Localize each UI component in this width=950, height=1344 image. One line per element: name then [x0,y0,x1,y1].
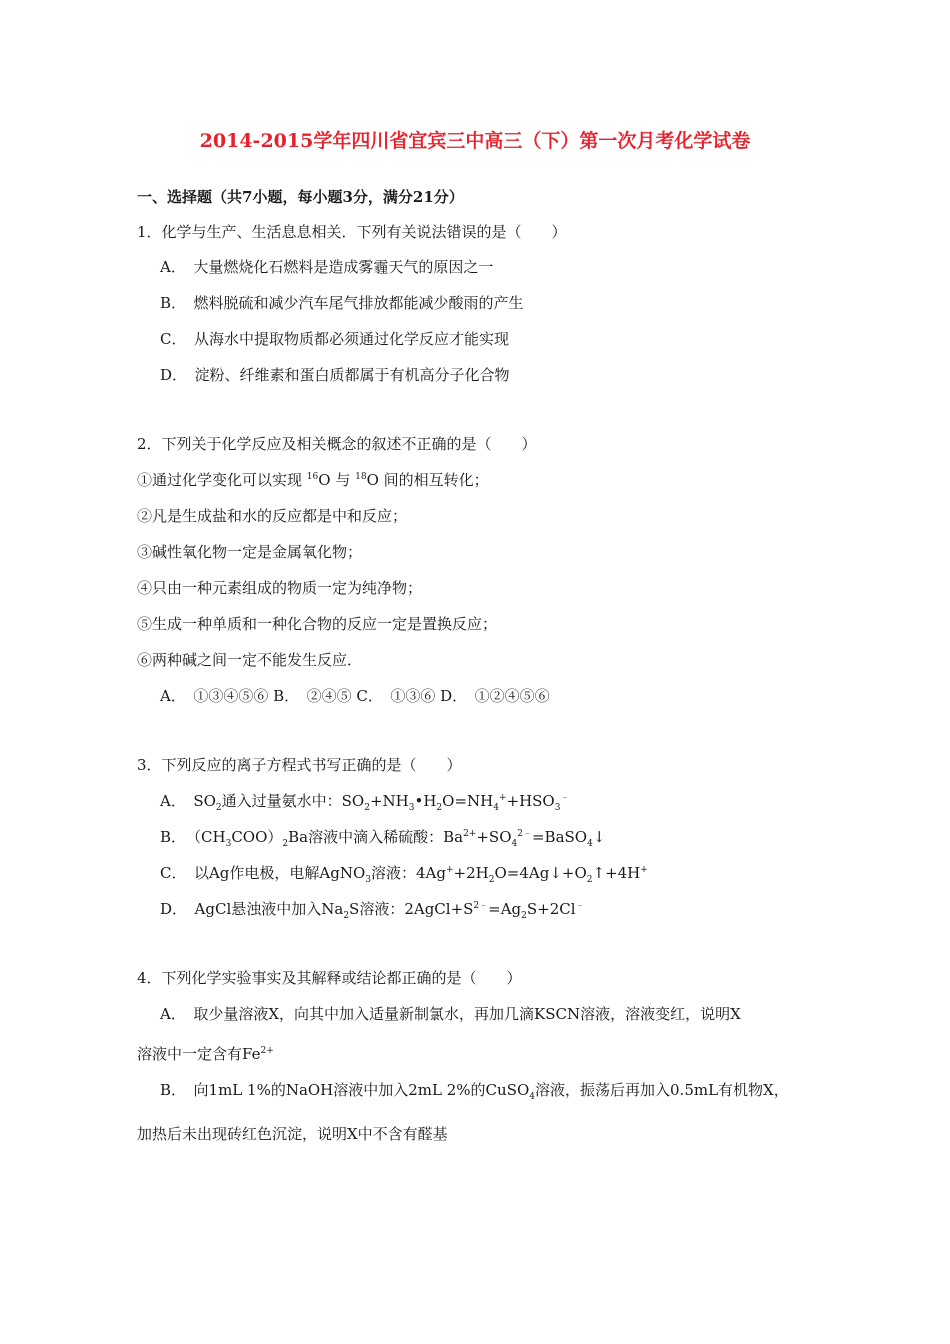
question-2-stem: 2．下列关于化学反应及相关概念的叙述不正确的是（ ） [137,435,537,453]
question-1-option-d: D． 淀粉、纤维素和蛋白质都属于有机高分子化合物 [160,366,510,384]
question-3-option-c: C． 以Ag作电极，电解AgNO$_3$溶液：$4Ag^++2H_2O=4Ag↓+O_2↑+4H^+$ [160,864,648,885]
question-4-option-b-line-2: 加热后未出现砖红色沉淀，说明X中不含有醛基 [137,1125,448,1143]
section-heading: 一、选择题（共7小题，每小题3分，满分21分） [137,188,464,206]
question-3-option-d: D． AgCl悬浊液中加入$Na_2S$溶液：$2AgCl+S^{2﹣}=Ag_2S+2Cl^﹣$ [160,900,585,921]
question-2-statement-6: ⑥两种碱之间一定不能发生反应． [137,651,363,669]
question-2-statement-1: ①通过化学变化可以实现 $^{16}$O 与 $^{18}$O 间的相互转化； [137,471,489,489]
question-1-option-b: B． 燃料脱硫和减少汽车尾气排放都能减少酸雨的产生 [160,294,524,312]
question-3-stem: 3．下列反应的离子方程式书写正确的是（ ） [137,756,462,774]
question-4-option-b-line-1: B． 向1mL 1%的NaOH溶液中加入2mL 2%的CuSO$_4$溶液，振荡后再加入0.5mL有机物X， [160,1081,789,1102]
question-4-option-a-line-2: 溶液中一定含有$Fe^{2+}$ [137,1045,274,1063]
question-1-stem: 1．化学与生产、生活息息相关．下列有关说法错误的是（ ） [137,223,567,241]
question-1-option-c: C． 从海水中提取物质都必须通过化学反应才能实现 [160,330,509,348]
question-2-statement-4: ④只由一种元素组成的物质一定为纯净物； [137,579,423,597]
question-4-option-a-line-1: A． 取少量溶液X，向其中加入适量新制氯水，再加几滴KSCN溶液，溶液变红，说明X [160,1005,741,1023]
question-4-stem: 4．下列化学实验事实及其解释或结论都正确的是（ ） [137,969,522,987]
question-2-statement-5: ⑤生成一种单质和一种化合物的反应一定是置换反应； [137,615,498,633]
question-3-option-b: B． $(CH_3COO)_2Ba$溶液中滴入稀硫酸：$Ba^{2+}+SO_4^{2﹣}=BaSO_4↓$ [160,828,606,849]
question-2-statement-3: ③碱性氧化物一定是金属氧化物； [137,543,363,561]
page-title: 2014-2015学年四川省宜宾三中高三（下）第一次月考化学试卷 [199,130,751,152]
question-3-option-a: A． $SO_2$通入过量氨水中：$SO_2+NH_3•H_2O=NH_4^++HSO_3^﹣$ [160,792,570,813]
question-2-statement-2: ②凡是生成盐和水的反应都是中和反应； [137,507,408,525]
question-1-option-a: A． 大量燃烧化石燃料是造成雾霾天气的原因之一 [160,258,494,276]
question-2-options: A． ①③④⑤⑥ B． ②④⑤ C． ①③⑥ D． ①②④⑤⑥ [160,687,550,705]
